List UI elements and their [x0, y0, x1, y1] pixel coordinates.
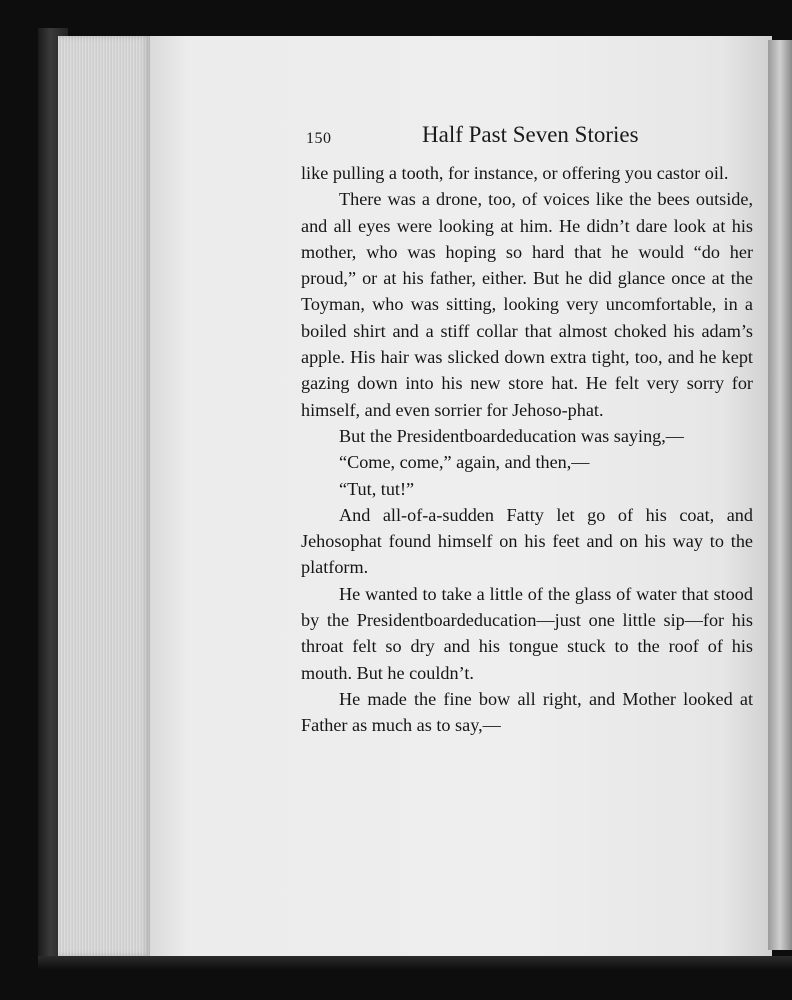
paragraph-continuation: like pulling a tooth, for instance, or offering you castor oil. — [301, 163, 729, 183]
paragraph: “Come, come,” again, and then,— — [339, 452, 590, 473]
paragraph: And all-of-a-sudden Fatty let go of his coat, and Jehosophat found himself on his feet and on his way to the platform. — [301, 504, 753, 578]
facing-page-edge — [768, 40, 792, 950]
body-text — [301, 160, 753, 739]
page-stack-edge — [58, 36, 150, 956]
paragraph: There was a drone, too, of voices like the bees outside, and all eyes were looking at him. He didn’t dare look at his mother, who was hoping so hard that he would “do her proud,” or at his father, either. But he did glance once at the Toyman, who was sitting, looking very uncomfortable, in a boiled shirt and a stiff collar that almost choked his adam’s apple. His hair was slicked down extra tight, too, and he kept gazing down into his new store hat. He felt very sorry for himself, and even sorrier for Jehoso-phat. — [301, 189, 753, 420]
paragraph: “Tut, tut!” — [339, 478, 415, 499]
book-shadow — [38, 956, 792, 970]
page-title: Half Past Seven Stories — [422, 122, 639, 147]
paragraph: But the Presidentboardeducation was saying,— — [339, 425, 684, 446]
page-number: 150 — [306, 130, 332, 147]
paragraph: He wanted to take a little of the glass of water that stood by the Presidentboardeducation—just one little sip—for his throat felt so dry and his tongue stuck to the roof of his mouth. But he couldn’t. — [301, 583, 753, 683]
running-header — [306, 122, 666, 154]
paragraph: He made the fine bow all right, and Mother looked at Father as much as to say,— — [301, 688, 753, 736]
